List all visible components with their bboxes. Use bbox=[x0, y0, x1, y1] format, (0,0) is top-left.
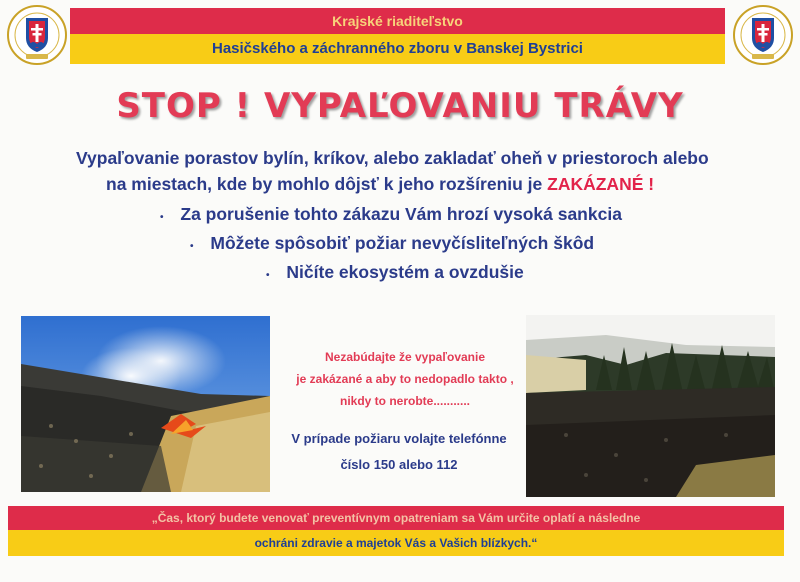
header-line1: Krajské riaditeľstvo bbox=[332, 13, 463, 29]
bullet-icon: • bbox=[266, 270, 270, 281]
page-title: STOP ! VYPAĽOVANIU TRÁVY bbox=[116, 86, 684, 126]
emergency-line: číslo 150 alebo 112 bbox=[340, 457, 458, 472]
bullet-item bbox=[190, 233, 594, 254]
bullet-text: Môžete spôsobiť požiar nevyčísliteľných škôd bbox=[210, 233, 595, 253]
burned-field-photo bbox=[526, 315, 775, 497]
emblem-icon bbox=[6, 4, 68, 66]
reminder-line: nikdy to nerobte........... bbox=[339, 394, 470, 408]
footer-quote-line1: „Čas, ktorý budete venovať preventívnym opatreniam sa Vám určite oplatí a následne bbox=[151, 511, 641, 525]
emblem-icon bbox=[732, 4, 794, 66]
intro-line2-prefix: na miestach, kde by mohlo dôjsť k jeho rozšíreniu je bbox=[106, 174, 548, 194]
burning-grass-photo bbox=[21, 316, 270, 492]
bullet-text: Za porušenie tohto zákazu Vám hrozí vysoká sankcia bbox=[180, 204, 622, 224]
bullet-text: Ničíte ekosystém a ovzdušie bbox=[286, 262, 524, 282]
bullet-icon: • bbox=[160, 212, 164, 223]
bullet-item bbox=[160, 204, 622, 225]
footer-quote-line2: ochráni zdravie a majetok Vás a Vašich blízkych.“ bbox=[254, 536, 538, 550]
intro-line1: Vypaľovanie porastov bylín, kríkov, alebo zakladať oheň v priestoroch alebo bbox=[76, 148, 709, 168]
emergency-line: V prípade požiaru volajte telefónne bbox=[291, 431, 507, 446]
fire-rescue-emblem-right bbox=[732, 4, 794, 66]
header-line2: Hasičského a záchranného zboru v Banskej Bystrici bbox=[212, 40, 583, 57]
reminder-line: je zakázané a aby to nedopadlo takto , bbox=[296, 372, 514, 386]
intro-line2-suffix: ! bbox=[643, 174, 655, 194]
zakazane-highlight: ZAKÁZANÉ bbox=[547, 174, 644, 194]
fire-rescue-emblem-left bbox=[6, 4, 68, 66]
bullet-item bbox=[266, 262, 524, 283]
bullet-icon: • bbox=[190, 241, 194, 252]
reminder-line: Nezabúdajte že vypaľovanie bbox=[324, 350, 485, 364]
intro-line2 bbox=[106, 174, 654, 195]
